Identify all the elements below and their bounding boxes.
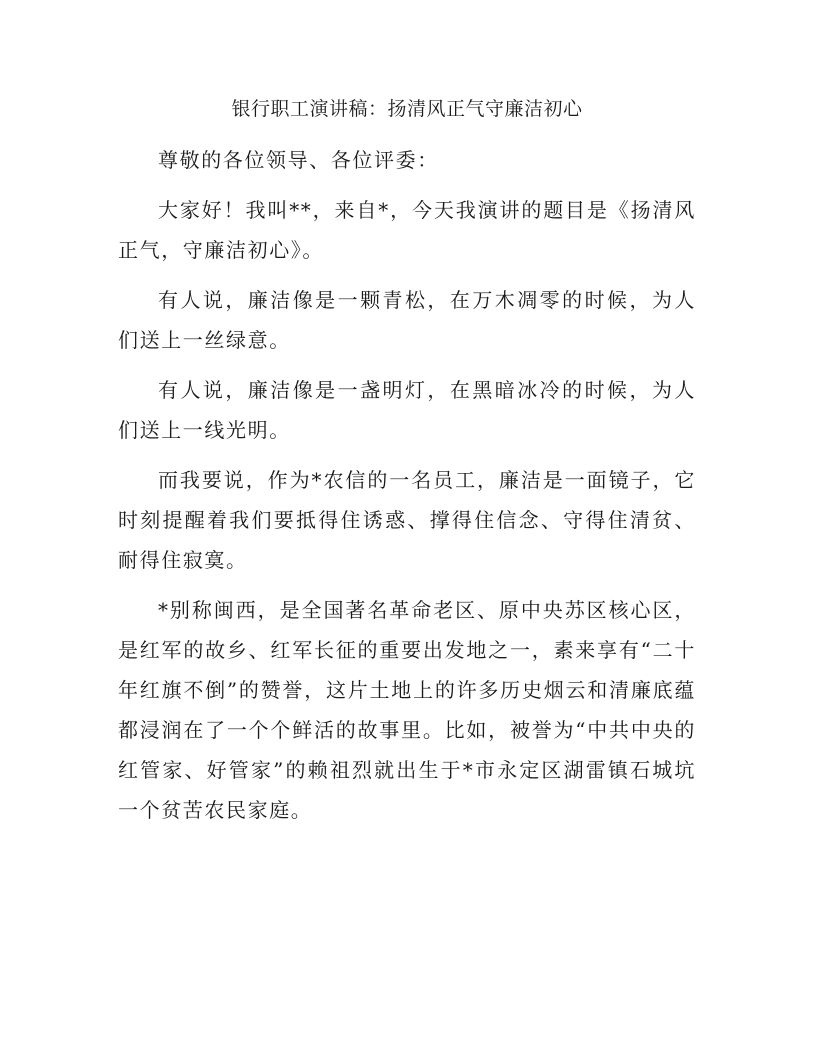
- greeting-paragraph: 大家好！我叫**，来自*，今天我演讲的题目是《扬清风正气，守廉洁初心》。: [118, 198, 696, 262]
- salutation-paragraph: 尊敬的各位领导、各位评委：: [158, 148, 439, 172]
- body-paragraph-minxi: *别称闽西，是全国著名革命老区、原中央苏区核心区，是红军的故乡、红军长征的重要出发地之一，素来享有“二十年红旗不倒”的赞誉，这片土地上的许多历史烟云和清廉底蕴都浸润在了一个个鲜活的故事里。比如，被誉为“中共中央的红管家、好管家”的赖祖烈就出生于*市永定区湖雷镇石城坑一个贫苦农民家庭。: [118, 598, 696, 822]
- document-title: 银行职工演讲稿：扬清风正气守廉洁初心: [231, 98, 583, 120]
- body-paragraph-lamp: 有人说，廉洁像是一盏明灯，在黑暗冰冷的时候，为人们送上一线光明。: [118, 378, 696, 442]
- body-paragraph-pine: 有人说，廉洁像是一颗青松，在万木凋零的时候，为人们送上一丝绿意。: [118, 288, 696, 352]
- body-paragraph-mirror: 而我要说，作为*农信的一名员工，廉洁是一面镜子，它时刻提醒着我们要抵得住诱惑、撑得住信念、守得住清贫、耐得住寂寞。: [118, 468, 696, 572]
- document-page: [118, 92, 696, 840]
